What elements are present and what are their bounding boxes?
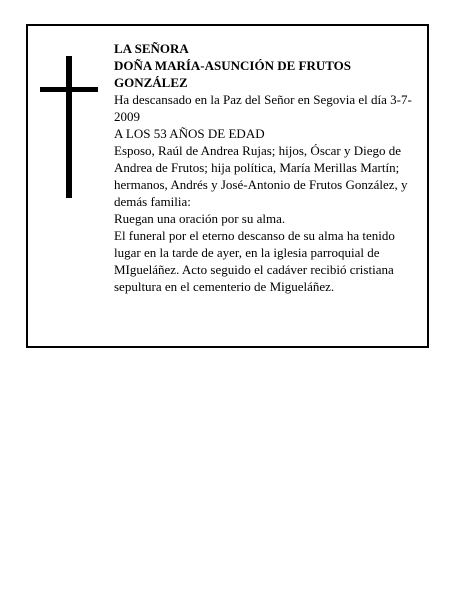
- age-statement: A LOS 53 AÑOS DE EDAD: [114, 126, 265, 141]
- cross-vertical-bar: [66, 56, 72, 198]
- notice-text-block: [114, 40, 420, 295]
- prayer-request: Ruegan una oración por su alma.: [114, 211, 286, 226]
- deceased-name: DOÑA MARÍA-ASUNCIÓN DE FRUTOS GONZÁLEZ: [114, 58, 352, 90]
- latin-cross-icon: [40, 56, 98, 198]
- cross-horizontal-bar: [40, 87, 98, 92]
- obituary-notice: [26, 24, 429, 348]
- family-list: Esposo, Raúl de Andrea Rujas; hijos, Óscar y Diego de Andrea de Frutos; hija política, María Merillas Martín; hermanos, Andrés y José-Antonio de Frutos González, y demás familia:: [114, 143, 408, 209]
- death-statement: Ha descansado en la Paz del Señor en Segovia el día 3-7-2009: [114, 92, 412, 124]
- funeral-info: El funeral por el eterno descanso de su alma ha tenido lugar en la tarde de ayer, en la iglesia parroquial de MIgueláñez. Acto seguido el cadáver recibió cristiana sepultura en el cementerio de Migueláñez.: [114, 228, 395, 294]
- honorific: LA SEÑORA: [114, 41, 189, 56]
